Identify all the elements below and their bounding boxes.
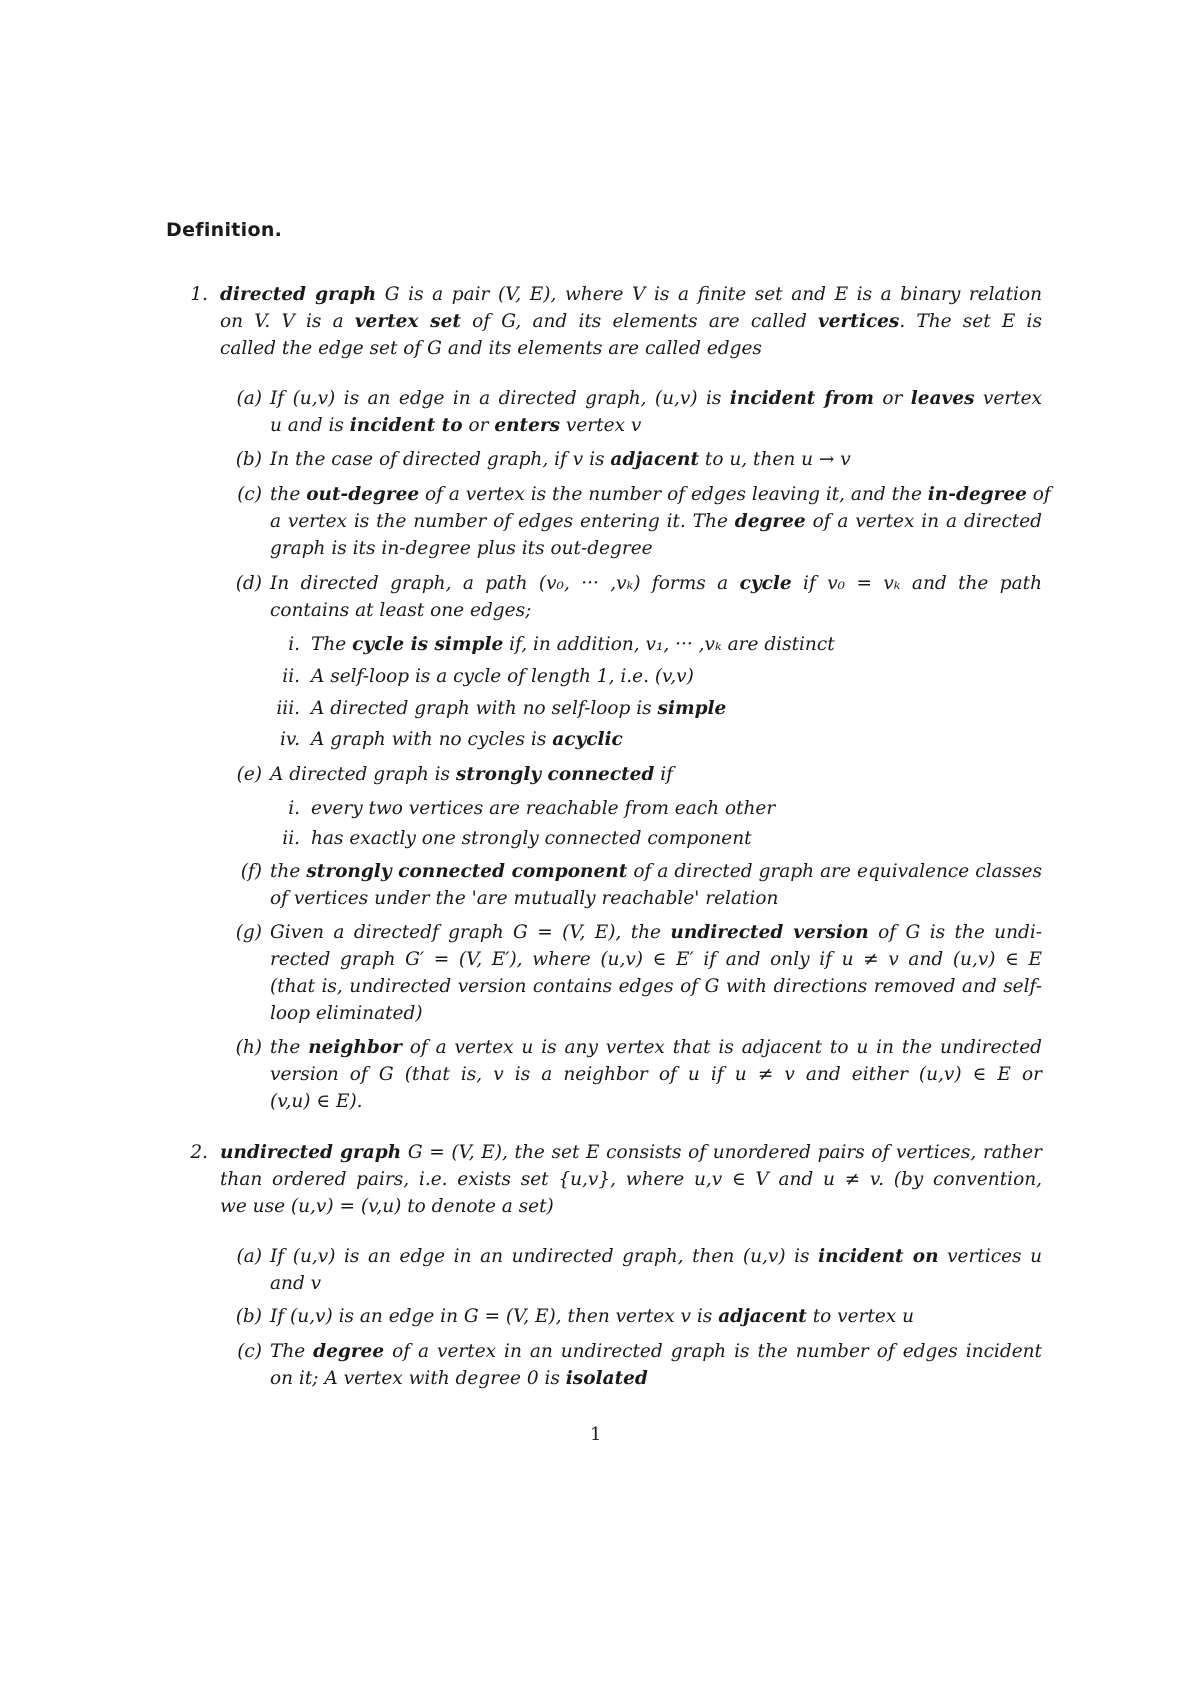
line-text: G is a pair (V, E), where V is a finite set and E is a binary relation (376, 284, 1042, 305)
item-number: 1. (190, 284, 208, 305)
defined-term: leaves (910, 388, 975, 409)
text-line (311, 731, 623, 750)
text-line (220, 1144, 1042, 1163)
line-text: vertex (974, 388, 1042, 409)
text-line (270, 1343, 1042, 1362)
line-text: of G, and its elements are called (460, 311, 819, 332)
defined-term: adjacent (718, 1306, 807, 1327)
item-number: (a) (236, 1246, 262, 1267)
defined-term: isolated (565, 1368, 648, 1389)
text-line (270, 451, 851, 470)
defined-term: directed graph (220, 284, 377, 305)
text-line (220, 286, 1042, 305)
line-text: A directed graph is (270, 764, 456, 785)
defined-term: out-degree (306, 484, 420, 505)
defined-term: vertex set (354, 311, 461, 332)
line-text: or (873, 388, 911, 409)
text-line (270, 766, 673, 785)
defined-term: strongly connected component (306, 861, 628, 882)
line-text: on it; A vertex with degree 0 is (270, 1368, 566, 1389)
defined-term: strongly connected (455, 764, 655, 785)
text-line (270, 1308, 914, 1327)
line-text: vertices u (938, 1246, 1043, 1267)
line-text: of G is the undi- (868, 922, 1043, 943)
item-number: 2. (190, 1142, 208, 1163)
line-text: to u, then u → v (699, 449, 851, 470)
line-text: than ordered pairs, i.e. exists set {u,v}, where u,v ∈ V and u ≠ v. (by convention, (220, 1169, 1042, 1190)
item-number: (a) (236, 388, 262, 409)
text-line (311, 668, 694, 687)
item-number: iii. (276, 698, 300, 719)
defined-term: neighbor (308, 1037, 402, 1058)
defined-term: enters (494, 415, 561, 436)
defined-term: simple (657, 698, 727, 719)
line-text: of (1026, 484, 1051, 505)
line-text: version of G (that is, v is a neighbor of u if u ≠ v and either (u,v) ∈ E or (270, 1064, 1042, 1085)
text-line (270, 978, 1042, 997)
line-text: the (270, 861, 307, 882)
text-line (270, 1370, 648, 1389)
line-text: on V. V is a (220, 311, 355, 332)
text-line (270, 484, 1051, 505)
line-text: called the edge set of G and its elements are called edges (220, 338, 762, 359)
defined-term: incident on (818, 1246, 939, 1267)
text-line (311, 800, 775, 819)
defined-term: incident to (349, 415, 463, 436)
line-text: the (270, 1037, 309, 1058)
item-number: (b) (235, 1306, 262, 1327)
text-line (270, 924, 1042, 943)
text-line (270, 951, 1042, 970)
line-text: every two vertices are reachable from each other (311, 798, 776, 819)
line-text: A directed graph with no self-loop is (311, 698, 658, 719)
item-number: (c) (237, 1341, 262, 1362)
line-text: In the case of directed graph, if v is (270, 449, 611, 470)
text-line (270, 1005, 423, 1024)
line-text: graph is its in-degree plus its out-degree (270, 538, 653, 559)
text-line (311, 636, 835, 655)
line-text: (v,u) ∈ E). (270, 1091, 363, 1112)
text-line (270, 1248, 1042, 1267)
line-text: contains at least one edges; (270, 600, 532, 621)
item-number: ii. (282, 828, 300, 849)
defined-term: cycle (739, 573, 792, 594)
line-text: loop eliminated) (270, 1003, 423, 1024)
text-line (270, 890, 778, 909)
item-number: ii. (282, 666, 300, 687)
text-line (270, 863, 1042, 882)
item-number: (b) (235, 449, 262, 470)
item-number: (g) (235, 922, 262, 943)
line-text: if, in addition, v₁, ··· ,vₖ are distinct (503, 634, 835, 655)
line-text: of a vertex is the number of edges leaving it, and the (419, 484, 928, 505)
item-number: (c) (237, 484, 262, 505)
line-text: rected graph G′ = (V, E′), where (u,v) ∈ E′ if and only if u ≠ v and (u,v) ∈ E (270, 949, 1042, 970)
line-text: of a vertex in a directed (805, 511, 1042, 532)
defined-term: in-degree (927, 484, 1027, 505)
line-text: u and is (270, 415, 350, 436)
line-text: of a vertex u is any vertex that is adjacent to u in the undirected (401, 1037, 1042, 1058)
line-text: The (311, 634, 353, 655)
text-line (270, 513, 1042, 532)
text-line (270, 602, 531, 621)
item-number: (e) (236, 764, 262, 785)
text-line (270, 575, 1042, 594)
item-number: i. (288, 634, 300, 655)
line-text: If (u,v) is an edge in G = (V, E), then vertex v is (270, 1306, 719, 1327)
line-text: we use (u,v) = (v,u) to denote a set) (220, 1196, 554, 1217)
line-text: If (u,v) is an edge in a directed graph, (u,v) is (270, 388, 730, 409)
defined-term: undirected graph (220, 1142, 402, 1163)
line-text: the (270, 484, 307, 505)
line-text: If (u,v) is an edge in an undirected graph, then (u,v) is (270, 1246, 819, 1267)
line-text: or (462, 415, 495, 436)
text-line (220, 313, 1042, 332)
line-text: if (654, 764, 674, 785)
defined-term: cycle is simple (352, 634, 504, 655)
line-text: In directed graph, a path (v₀, ··· ,vₖ) forms a (270, 573, 740, 594)
line-text: Given a directedf graph G = (V, E), the (270, 922, 671, 943)
item-number: (f) (240, 861, 262, 882)
line-text: A self-loop is a cycle of length 1, i.e. (v,v) (311, 666, 694, 687)
text-line (311, 830, 752, 849)
line-text: A graph with no cycles is (311, 729, 553, 750)
text-line (311, 700, 726, 719)
defined-term: incident from (729, 388, 874, 409)
text-line (220, 340, 762, 359)
line-text: to vertex u (806, 1306, 915, 1327)
text-line (270, 1066, 1042, 1085)
line-text: . The set E is (899, 311, 1042, 332)
line-text: The (270, 1341, 314, 1362)
line-text: if v₀ = vₖ and the path (791, 573, 1042, 594)
text-line (270, 1093, 363, 1112)
text-line (270, 1275, 321, 1294)
line-text: has exactly one strongly connected component (311, 828, 752, 849)
defined-term: degree (313, 1341, 385, 1362)
item-number: iv. (279, 729, 300, 750)
defined-term: adjacent (610, 449, 700, 470)
item-number: (d) (235, 573, 262, 594)
text-line (220, 1171, 1042, 1190)
defined-term: undirected version (670, 922, 869, 943)
line-text: a vertex is the number of edges entering it. The (270, 511, 735, 532)
line-text: of a directed graph are equivalence classes (627, 861, 1042, 882)
page-heading: Definition. (166, 219, 283, 241)
line-text: of a vertex in an undirected graph is the number of edges incident (384, 1341, 1042, 1362)
line-text: G = (V, E), the set E consists of unordered pairs of vertices, rather (401, 1142, 1042, 1163)
text-line (270, 390, 1042, 409)
line-text: vertex v (560, 415, 642, 436)
line-text: (that is, undirected version contains edges of G with directions removed and self- (270, 976, 1042, 997)
defined-term: acyclic (552, 729, 623, 750)
line-text: and v (270, 1273, 322, 1294)
line-text: of vertices under the 'are mutually reachable' relation (270, 888, 779, 909)
page-number: 1 (590, 1424, 602, 1445)
text-line (270, 540, 653, 559)
defined-term: vertices (818, 311, 900, 332)
item-number: (h) (235, 1037, 262, 1058)
text-line (270, 417, 641, 436)
text-line (270, 1039, 1042, 1058)
text-line (220, 1198, 554, 1217)
defined-term: degree (734, 511, 806, 532)
item-number: i. (288, 798, 300, 819)
